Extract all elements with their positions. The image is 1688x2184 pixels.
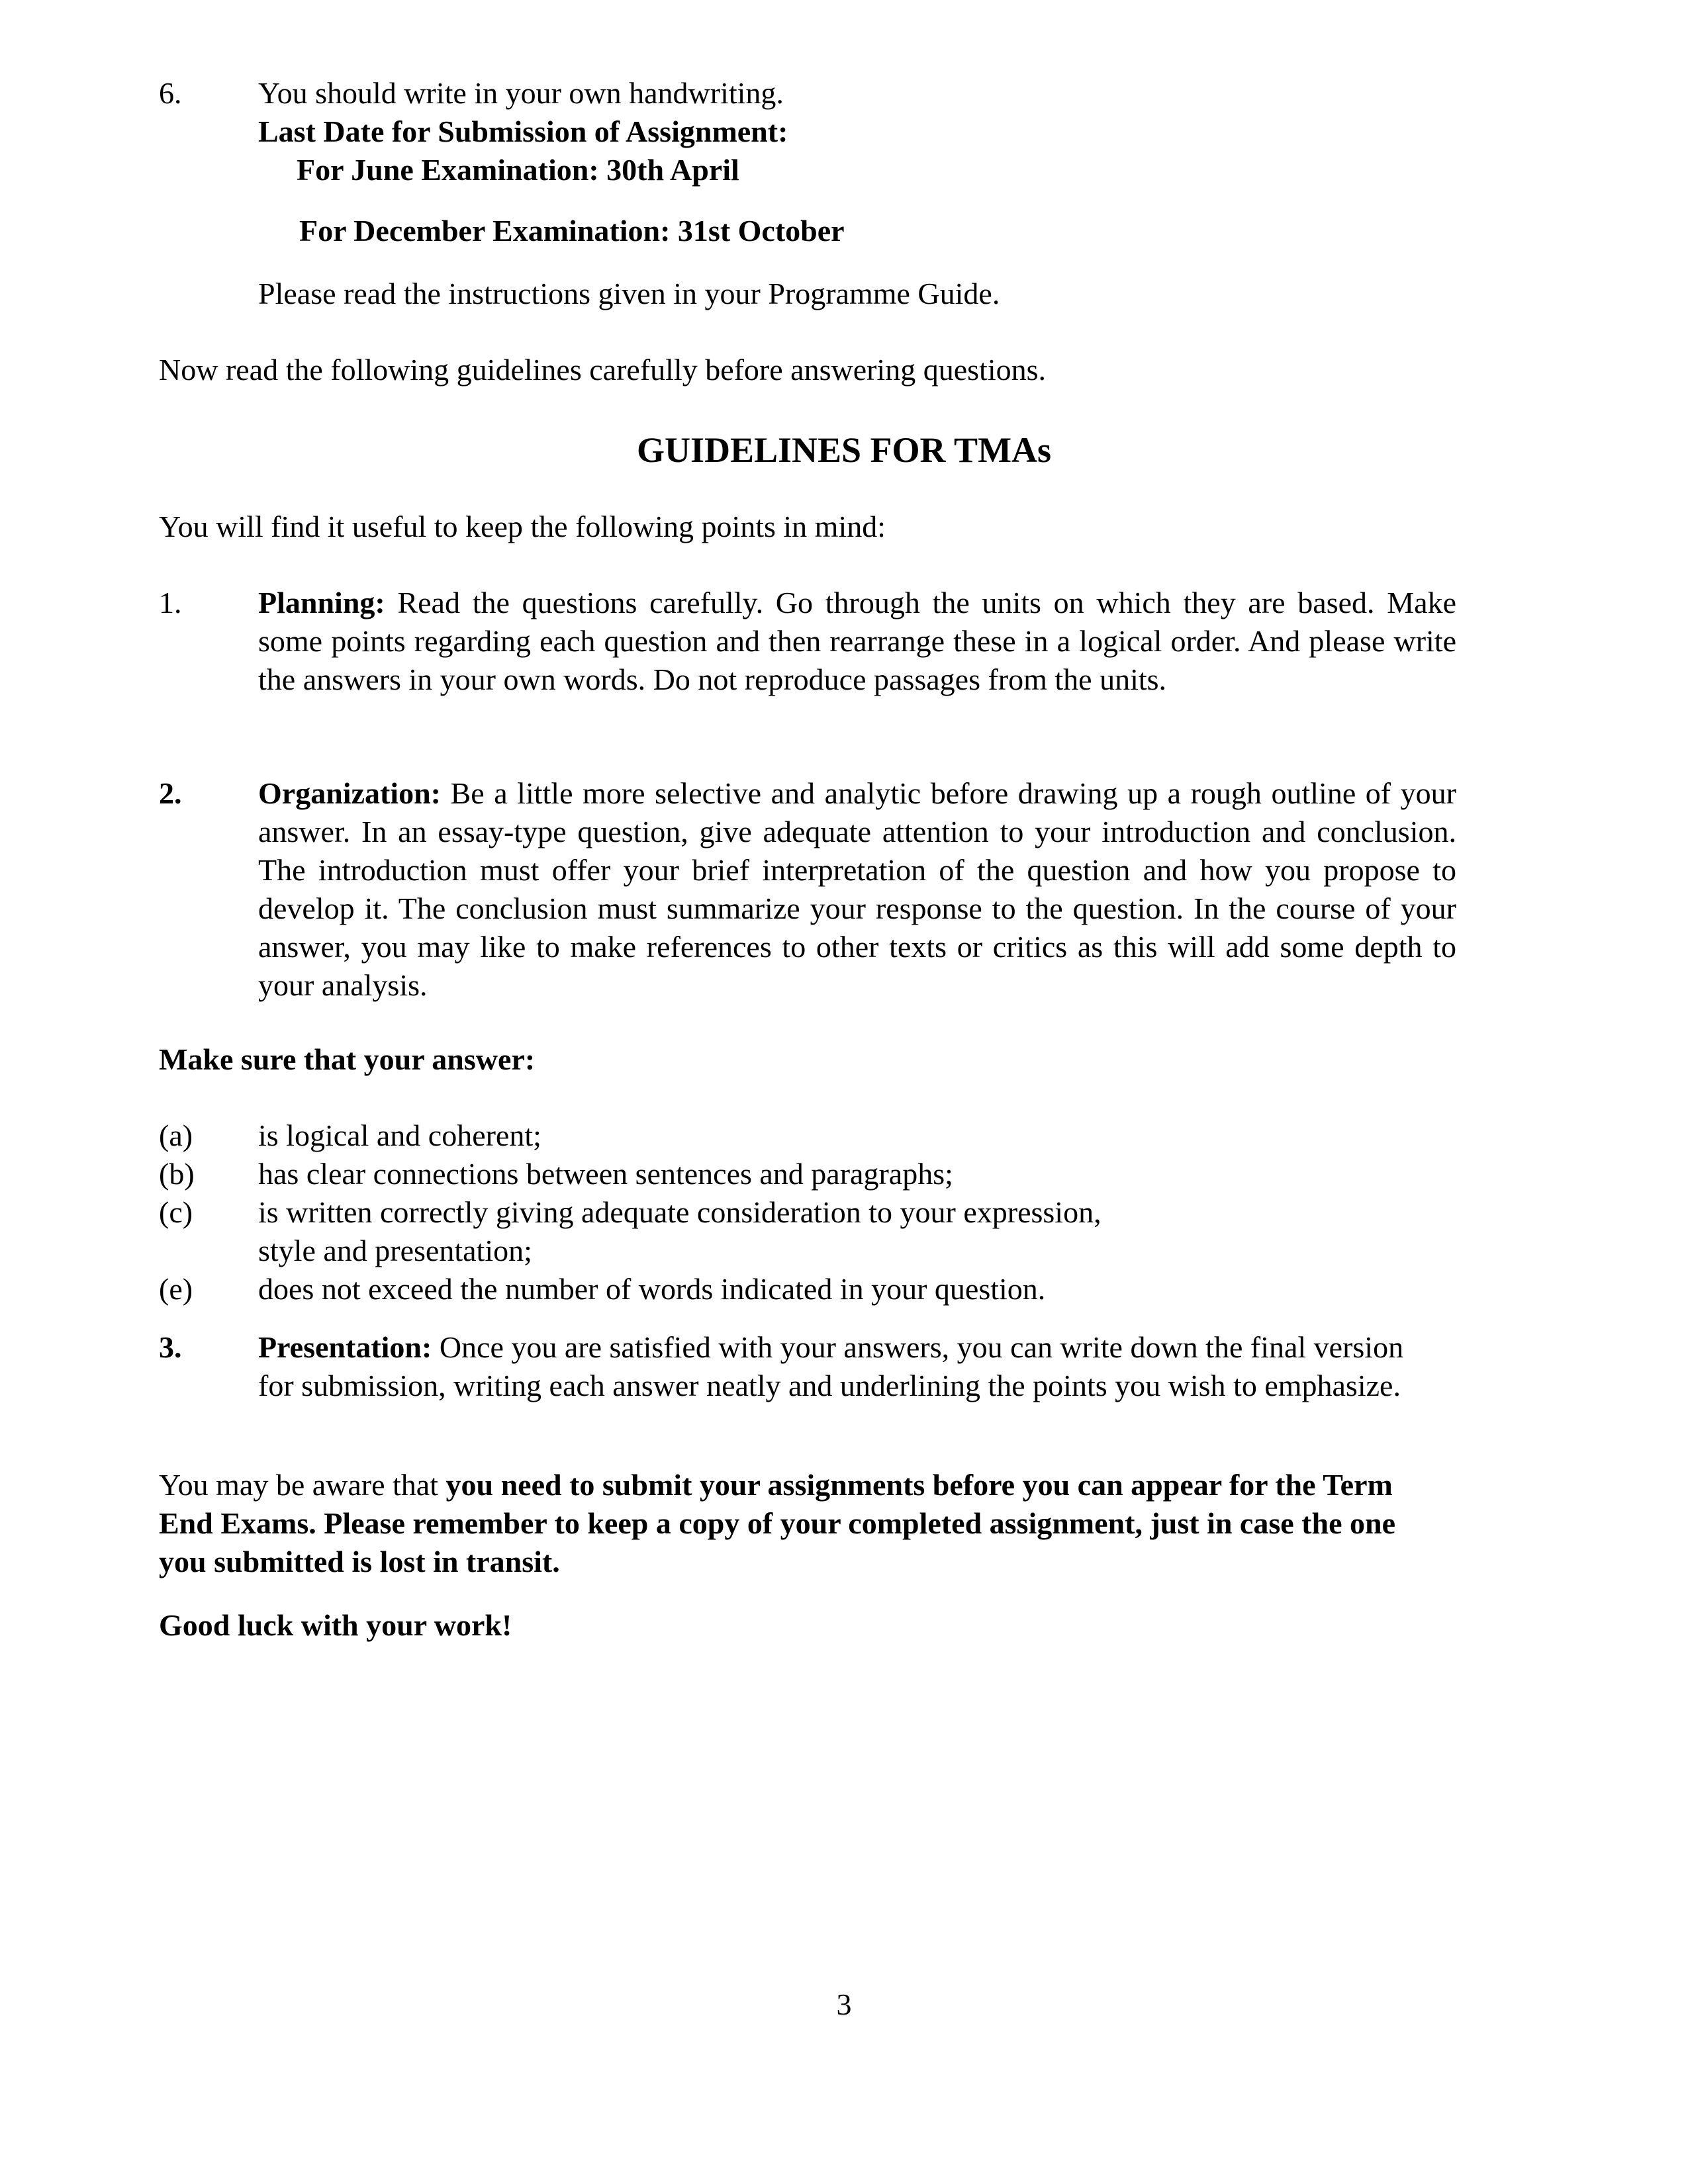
point-number: 3. (159, 1330, 182, 1364)
intro-line: Now read the following guidelines carefully before answering questions. (159, 353, 1046, 387)
point-heading: Organization: (258, 776, 441, 810)
point-number: 2. (159, 776, 182, 810)
make-sure-list (159, 1116, 1456, 1308)
list-label: (a) (159, 1118, 193, 1152)
point-number: 1. (159, 586, 182, 619)
point-text: Read the questions carefully. Go through the units on which they are based. Make some points regarding each question and then rearrange these in a logical order. And please write the answers in your own words. Do not reproduce passages from the units. (258, 586, 1456, 696)
closing-bold: you need to submit your assignments before you can appear for the Term End Exams. Please remember to keep a copy of your completed assignment, just in case the one you submitted is lost in transit. (159, 1468, 1395, 1578)
programme-note-block (159, 275, 1456, 313)
point-presentation (159, 1328, 1456, 1405)
point-text: Be a little more selective and analytic before drawing up a rough outline of your answer. In an essay-type question, give adequate attention to your introduction and conclusion. The introduction must offer your brief interpretation of the question and how you propose to develop it. The conclusion must summarize your response to the question. In the course of your answer, you may like to make references to other texts or critics as this will add some depth to your analysis. (258, 776, 1456, 1002)
list-label: (b) (159, 1157, 195, 1191)
item-number: 6. (159, 76, 182, 110)
point-organization (159, 774, 1456, 1005)
closing-paragraph (159, 1466, 1436, 1581)
item-6 (159, 74, 1456, 189)
june-deadline: For June Examination: 30th April (297, 153, 739, 187)
points-intro: You will find it useful to keep the following points in mind: (159, 510, 886, 543)
list-label: (e) (159, 1272, 193, 1306)
december-deadline: For December Examination: 31st October (299, 214, 845, 248)
point-heading: Presentation: (258, 1330, 432, 1364)
list-item (159, 1270, 1456, 1308)
page-number: 3 (836, 1987, 852, 2021)
list-text: does not exceed the number of words indicated in your question. (258, 1272, 1046, 1306)
list-text: is logical and coherent; (258, 1118, 541, 1152)
point-heading: Planning: (258, 586, 385, 619)
list-text: has clear connections between sentences and paragraphs; (258, 1157, 953, 1191)
last-date-heading: Last Date for Submission of Assignment: (258, 114, 788, 148)
make-sure-heading: Make sure that your answer: (159, 1042, 536, 1076)
december-deadline-block (159, 212, 1456, 250)
list-item (159, 1155, 1456, 1193)
point-text: Once you are satisfied with your answers, you can write down the final version for submission, writing each answer neatly and underlining the points you wish to emphasize. (258, 1330, 1404, 1402)
item-6-text: You should write in your own handwriting. (258, 76, 784, 110)
list-text: is written correctly giving adequate consideration to your expression, style and presentation; (258, 1195, 1102, 1267)
point-planning (159, 584, 1456, 699)
programme-note: Please read the instructions given in your Programme Guide. (258, 277, 1000, 310)
list-item (159, 1116, 1456, 1155)
list-item (159, 1193, 1456, 1270)
page-title: GUIDELINES FOR TMAs (636, 430, 1052, 470)
list-label: (c) (159, 1195, 193, 1229)
closing-lead: You may be aware that (159, 1468, 446, 1502)
good-luck: Good luck with your work! (159, 1608, 512, 1642)
